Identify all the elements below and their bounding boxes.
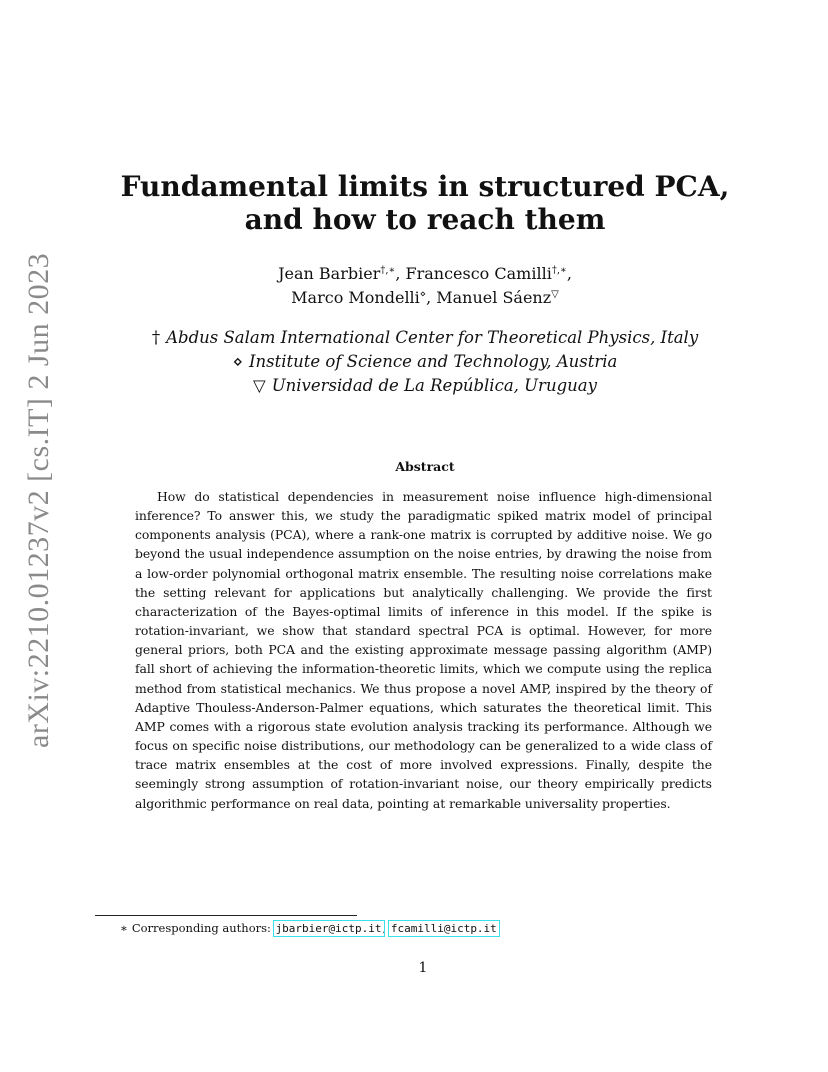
author-name: Manuel Sáenz [436,288,552,307]
footnote-label: Corresponding authors: [131,921,271,935]
email-link-camilli[interactable]: fcamilli@ictp.it [390,922,497,935]
author-affiliation-marks: †,∗ [551,265,567,276]
author-list [150,262,700,310]
author-name: Francesco Camilli [405,264,552,283]
footnote-mark: ∗ [120,921,128,935]
author-name: Marco Mondelli [291,288,420,307]
affiliation-mark: † [151,328,161,347]
corresponding-authors-footnote [120,920,498,937]
abstract-body: How do statistical dependencies in measurement noise influence high-dimensional inference? To answer this, we study the paradigmatic spiked matrix model of principal components analysis (PCA), where a rank-one matrix is corrupted by additive noise. We go beyond the usual independence assumption on the noise entries, by drawing the noise from a low-order polynomial orthogonal matrix ensemble. The resulting noise correlations make the setting relevant for applications but analytically challenging. We provide the first characterization of the Bayes-optimal limits of inference in this model. If the spike is rotation-invariant, we show that standard spectral PCA is optimal. However, for more general priors, both PCA and the existing approximate message passing algorithm (AMP) fall short of achieving the information-theoretic limits, which we compute using the replica method from statistical mechanics. We thus propose a novel AMP, inspired by the theory of Adaptive Thouless-Anderson-Palmer equations, which saturates the theoretical limit. This AMP comes with a rigorous state evolution analysis tracking its performance. Although we focus on specific noise distributions, our methodology can be generalized to a wide class of trace matrix ensembles at the cost of more involved expressions. Finally, despite the seemingly strong assumption of rotation-invariant noise, our theory empirically predicts algorithmic performance on real data, pointing at remarkable universality properties. [135,489,712,811]
affiliation-list [90,326,760,398]
paper-title-line-1: Fundamental limits in structured PCA, [120,170,730,203]
email-link-barbier[interactable]: jbarbier@ictp.it [275,922,382,935]
affiliation-item [90,374,760,398]
author-line-2: Marco Mondelli⋄, Manuel Sáenz▽ [291,288,559,307]
arxiv-identifier-stamp: arXiv:2210.01237v2 [cs.IT] 2 Jun 2023 [22,252,55,748]
paper-title-line-2: and how to reach them [244,203,606,236]
author-name: Jean Barbier [278,264,381,283]
abstract-heading: Abstract [395,459,455,474]
author-affiliation-marks: ▽ [551,289,559,300]
paper-title [120,170,730,236]
author-affiliation-marks: ⋄ [419,289,427,300]
affiliation-text: Universidad de La República, Uruguay [271,376,597,395]
page-number: 1 [418,960,428,976]
affiliation-mark: ▽ [253,376,266,395]
footnote-separator: , [382,921,387,935]
affiliation-text: Abdus Salam International Center for Theoretical Physics, Italy [166,328,699,347]
author-line-1: Jean Barbier†,∗, Francesco Camilli†,∗, [278,264,572,283]
affiliation-mark: ⋄ [232,352,243,371]
author-affiliation-marks: †,∗ [380,265,396,276]
affiliation-text: Institute of Science and Technology, Austria [248,352,618,371]
affiliation-item [90,326,760,350]
affiliation-item [90,350,760,374]
footnote-divider [95,915,357,916]
